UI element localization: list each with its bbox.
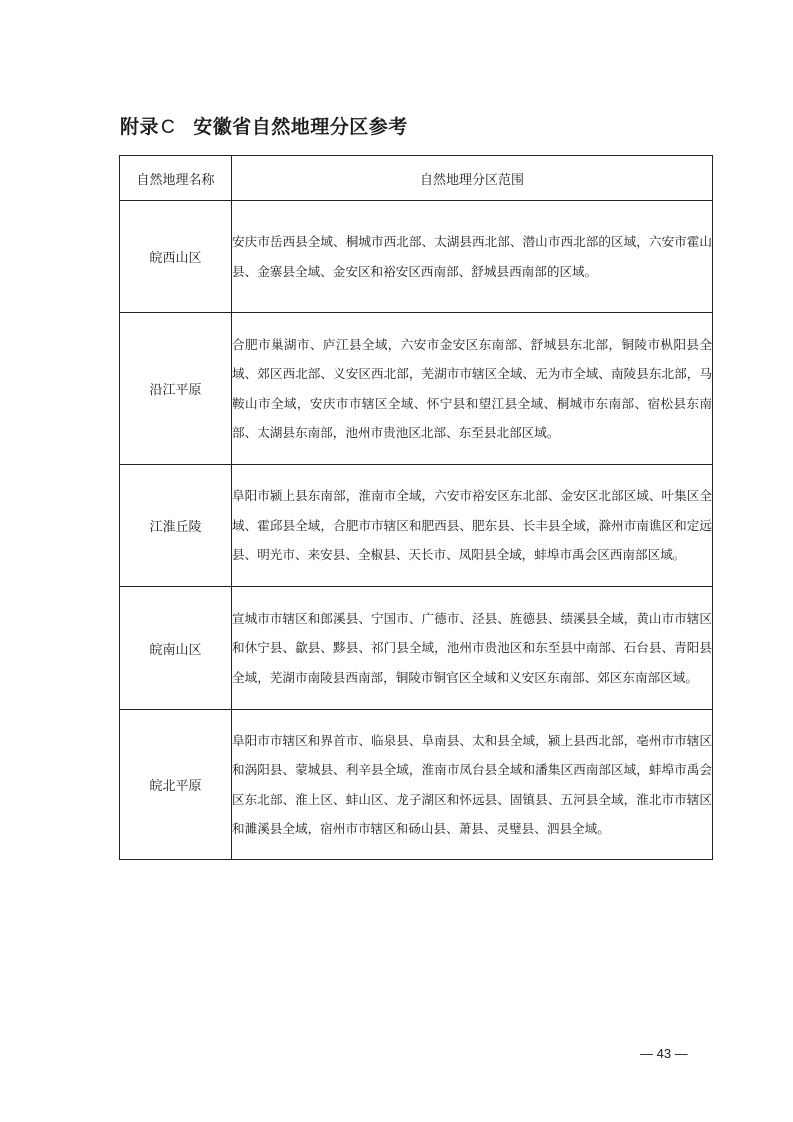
- header-region-range: 自然地理分区范围: [232, 156, 713, 201]
- region-range-cell: 宣城市市辖区和郎溪县、宁国市、广德市、泾县、旌德县、绩溪县全域，黄山市市辖区和休宁县、歙县、黟县、祁门县全域，池州市贵池区和东至县中南部、石台县、青阳县全域，芜湖市南陵县西南部，铜陵市铜官区全域和义安区东南部、郊区东南部区域。: [232, 587, 713, 710]
- appendix-title-text: 安徽省自然地理分区参考: [193, 116, 408, 138]
- table-row: [120, 201, 713, 313]
- region-name-cell: 江淮丘陵: [120, 465, 232, 587]
- region-range-cell: 合肥市巢湖市、庐江县全域，六安市金安区东南部、舒城县东北部，铜陵市枞阳县全域、郊区西北部、义安区西北部，芜湖市市辖区全域、无为市全域、南陵县东北部，马鞍山市全域，安庆市市辖区全域、怀宁县和望江县全域、桐城市东南部、宿松县东南部、太湖县东南部，池州市贵池区北部、东至县北部区域。: [232, 313, 713, 465]
- page-number: — 43 —: [640, 1046, 688, 1061]
- region-name-cell: 皖西山区: [120, 201, 232, 313]
- region-range-cell: 安庆市岳西县全域、桐城市西北部、太湖县西北部、潜山市西北部的区域，六安市霍山县、金寨县全域、金安区和裕安区西南部、舒城县西南部的区域。: [232, 201, 713, 313]
- appendix-prefix: 附录: [120, 116, 160, 138]
- region-name-cell: 皖北平原: [120, 710, 232, 860]
- table-row: [120, 465, 713, 587]
- region-range-cell: 阜阳市市辖区和界首市、临泉县、阜南县、太和县全域，颍上县西北部，亳州市市辖区和涡阳县、蒙城县、利辛县全域，淮南市凤台县全域和潘集区西南部区域，蚌埠市禹会区东北部、淮上区、蚌山区、龙子湖区和怀远县、固镇县、五河县全域，淮北市市辖区和濉溪县全域，宿州市市辖区和砀山县、萧县、灵璧县、泗县全域。: [232, 710, 713, 860]
- table-row: [120, 587, 713, 710]
- table-row: [120, 313, 713, 465]
- table-row: [120, 710, 713, 860]
- region-table: [119, 155, 713, 860]
- table-header-row: [120, 156, 713, 201]
- page-title: [120, 112, 408, 139]
- region-range-cell: 阜阳市颍上县东南部，淮南市全域，六安市裕安区东北部、金安区北部区域、叶集区全域、霍邱县全域，合肥市市辖区和肥西县、肥东县、长丰县全域，滁州市南谯区和定远县、明光市、来安县、全椒县、天长市、凤阳县全域，蚌埠市禹会区西南部区域。: [232, 465, 713, 587]
- header-region-name: 自然地理名称: [120, 156, 232, 201]
- region-name-cell: 皖南山区: [120, 587, 232, 710]
- region-name-cell: 沿江平原: [120, 313, 232, 465]
- appendix-code: C: [161, 117, 176, 138]
